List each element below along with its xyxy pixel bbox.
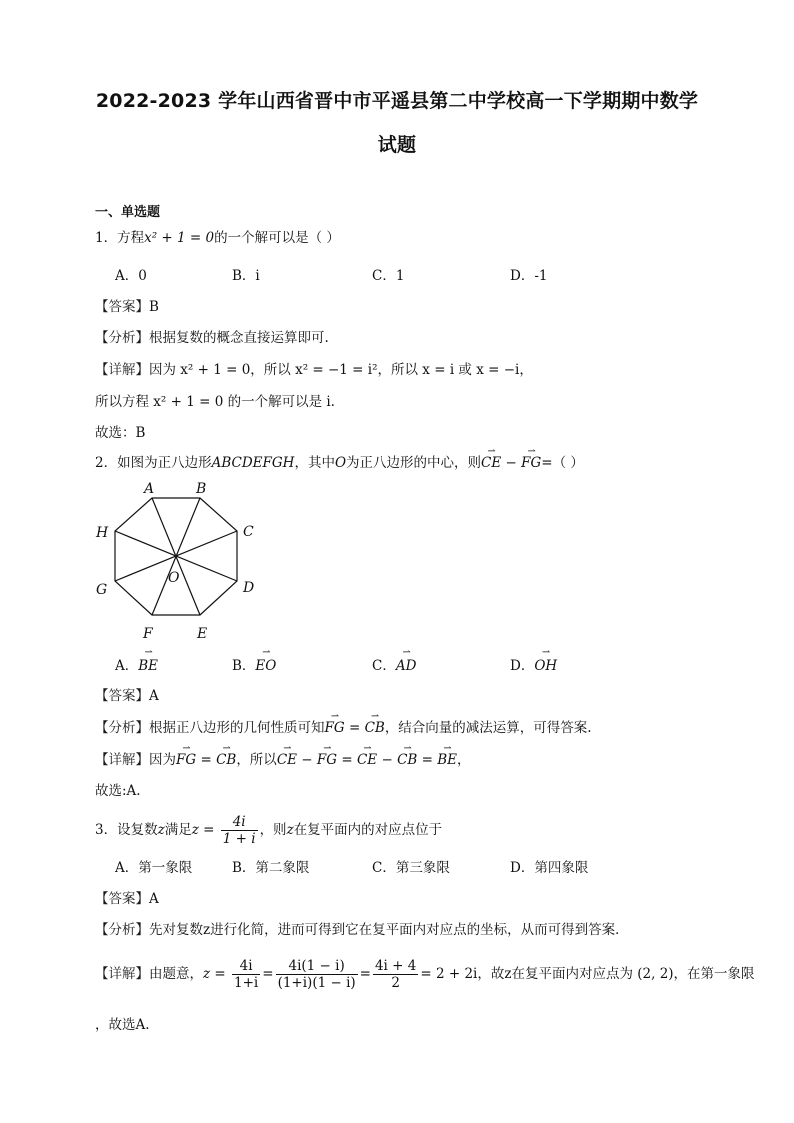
q1-option-b: B．i [232, 268, 260, 284]
vertex-label-a: A [144, 481, 155, 497]
page-title-line2: 试题 [377, 134, 417, 156]
q3-option-d: D．第四象限 [510, 860, 589, 876]
q3-option-a: A．第一象限 [115, 860, 193, 876]
page-title: 2022-2023 学年山西省晋中市平遥县第二中学校高一下学期期中数学 [95, 90, 699, 112]
q3-option-c: C．第三象限 [372, 860, 450, 876]
vertex-label-c: C [243, 524, 254, 540]
q1-detail: 【详解】因为 x² + 1 = 0，所以 x² = −1 = i²，所以 x = i 或 x = −i， [95, 362, 533, 378]
q2-option-d: D．⇀ OH [510, 654, 557, 674]
q2-detail: 【详解】因为⇀ FG = ⇀ CB，所以⇀ CE − ⇀ FG = ⇀ CE − ⇀ CB = ⇀ BE， [95, 750, 471, 770]
q1-analysis: 【分析】根据复数的概念直接运算即可. [95, 330, 329, 346]
q2-stem: 2．如图为正八边形ABCDEFGH，其中O为正八边形的中心，则⇀ CE − ⇀ FG=（ ） [95, 453, 584, 473]
q2-answer: 【答案】A [95, 688, 159, 704]
vertex-label-e: E [197, 626, 208, 642]
q3-stem: 3．设复数z满足z = $\frac{4i}{1 + i}$ ，则z在复平面内的对应点位于 [95, 814, 443, 847]
q3-analysis: 【分析】先对复数z进行化简，进而可得到它在复平面内对应点的坐标，从而可得到答案． [95, 922, 629, 938]
q2-option-a: A．⇀ BE [115, 654, 158, 674]
q3-answer: 【答案】A [95, 891, 159, 907]
q1-detail-continued: 所以方程 x² + 1 = 0 的一个解可以是 i. [95, 394, 335, 410]
center-label-o: O [168, 570, 180, 586]
regular-octagon-figure [90, 478, 270, 648]
q1-option-c: C．1 [372, 268, 405, 284]
section-heading: 一、单选题 [95, 205, 161, 220]
q2-conclusion: 故选:A. [95, 783, 141, 799]
vertex-label-g: G [96, 582, 108, 598]
q1-option-a: A．0 [115, 268, 147, 284]
vertex-label-d: D [243, 580, 255, 596]
q2-analysis: 【分析】根据正八边形的几何性质可知⇀ FG = ⇀ CB，结合向量的减法运算，可得答案. [95, 718, 592, 738]
q3-detail: 【详解】由题意，z = $\frac{4i}{1+i}$ = $\frac{4i(1 - i)}{(1+i)(1 - i)}$ = $\frac{4i + 4}{2}$ = 2 + 2i，故z在复平面内对应点为 (2, 2)，在第一象限 [95, 958, 755, 991]
q2-option-c: C．⇀ AD [372, 654, 416, 674]
vertex-label-f: F [143, 626, 153, 642]
vertex-label-b: B [196, 481, 207, 497]
q3-option-b: B．第二象限 [232, 860, 310, 876]
q3-conclusion: ，故选A. [95, 1017, 150, 1033]
q2-option-b: B．⇀ EO [232, 654, 276, 674]
q1-stem: 1．方程x² + 1 = 0的一个解可以是（ ） [95, 230, 340, 246]
q1-conclusion: 故选：B [95, 425, 146, 441]
q1-answer: 【答案】B [95, 299, 159, 315]
vertex-label-h: H [96, 525, 109, 541]
q3-fraction: $\frac{4i}{1 + i}$ [222, 814, 256, 847]
q1-option-d: D．-1 [510, 268, 548, 284]
